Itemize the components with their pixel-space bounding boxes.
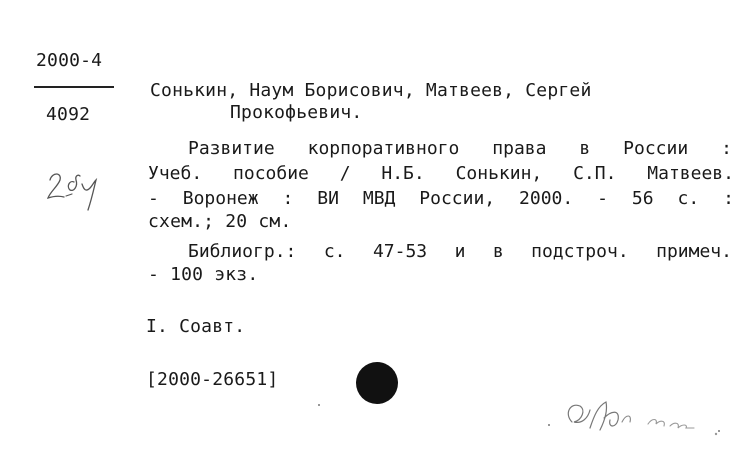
word: : bbox=[282, 188, 294, 209]
word: Н.Б. bbox=[381, 163, 425, 184]
signature bbox=[560, 392, 730, 442]
word: России bbox=[623, 138, 689, 159]
word: корпоративного bbox=[307, 138, 460, 159]
word: МВД bbox=[362, 188, 396, 209]
word: : bbox=[723, 188, 734, 209]
paper-speck bbox=[318, 404, 320, 406]
word: с. bbox=[323, 241, 346, 262]
word: 47-53 bbox=[372, 241, 428, 262]
title-line-3 bbox=[148, 188, 734, 210]
title-line-1 bbox=[188, 138, 732, 160]
record-number: [2000-26651] bbox=[146, 369, 279, 390]
word: Библиогр.: bbox=[188, 241, 297, 262]
word: России, bbox=[419, 188, 496, 209]
word: Сонькин, bbox=[455, 163, 543, 184]
word: пособие bbox=[233, 163, 309, 184]
word: - bbox=[597, 188, 608, 209]
title-line-2 bbox=[148, 163, 734, 185]
authors-line-1: Сонькин, Наум Борисович, Матвеев, Сергей bbox=[150, 80, 592, 101]
shelf-mark-top: 2000-4 bbox=[36, 50, 103, 71]
word: Воронеж bbox=[182, 188, 259, 209]
word: с. bbox=[677, 188, 700, 209]
notes-line-1 bbox=[188, 241, 732, 263]
punch-hole bbox=[356, 362, 398, 404]
word: : bbox=[721, 138, 732, 159]
title-line-4: схем.; 20 см. bbox=[148, 211, 292, 232]
word: Учеб. bbox=[148, 163, 203, 184]
word: права bbox=[492, 138, 547, 159]
word: и bbox=[454, 241, 466, 262]
word: в bbox=[492, 241, 504, 262]
word: в bbox=[579, 138, 591, 159]
tracing: I. Соавт. bbox=[146, 316, 246, 337]
word: / bbox=[339, 163, 351, 184]
word: ВИ bbox=[317, 188, 339, 209]
shelf-mark-divider bbox=[34, 86, 114, 88]
word: Матвеев. bbox=[647, 163, 734, 184]
paper-speck bbox=[718, 430, 720, 432]
word: С.П. bbox=[573, 163, 617, 184]
paper-speck bbox=[548, 424, 550, 426]
authors-line-2: Прокофьевич. bbox=[230, 102, 363, 123]
shelf-mark-bottom: 4092 bbox=[46, 104, 91, 125]
word: 56 bbox=[631, 188, 654, 209]
word: 2000. bbox=[519, 188, 574, 209]
notes-line-2: - 100 экз. bbox=[148, 264, 259, 285]
handwritten-note bbox=[42, 166, 112, 216]
word: примеч. bbox=[656, 241, 732, 262]
word: подстроч. bbox=[531, 241, 629, 262]
word: - bbox=[148, 188, 159, 209]
word: Развитие bbox=[188, 138, 275, 159]
